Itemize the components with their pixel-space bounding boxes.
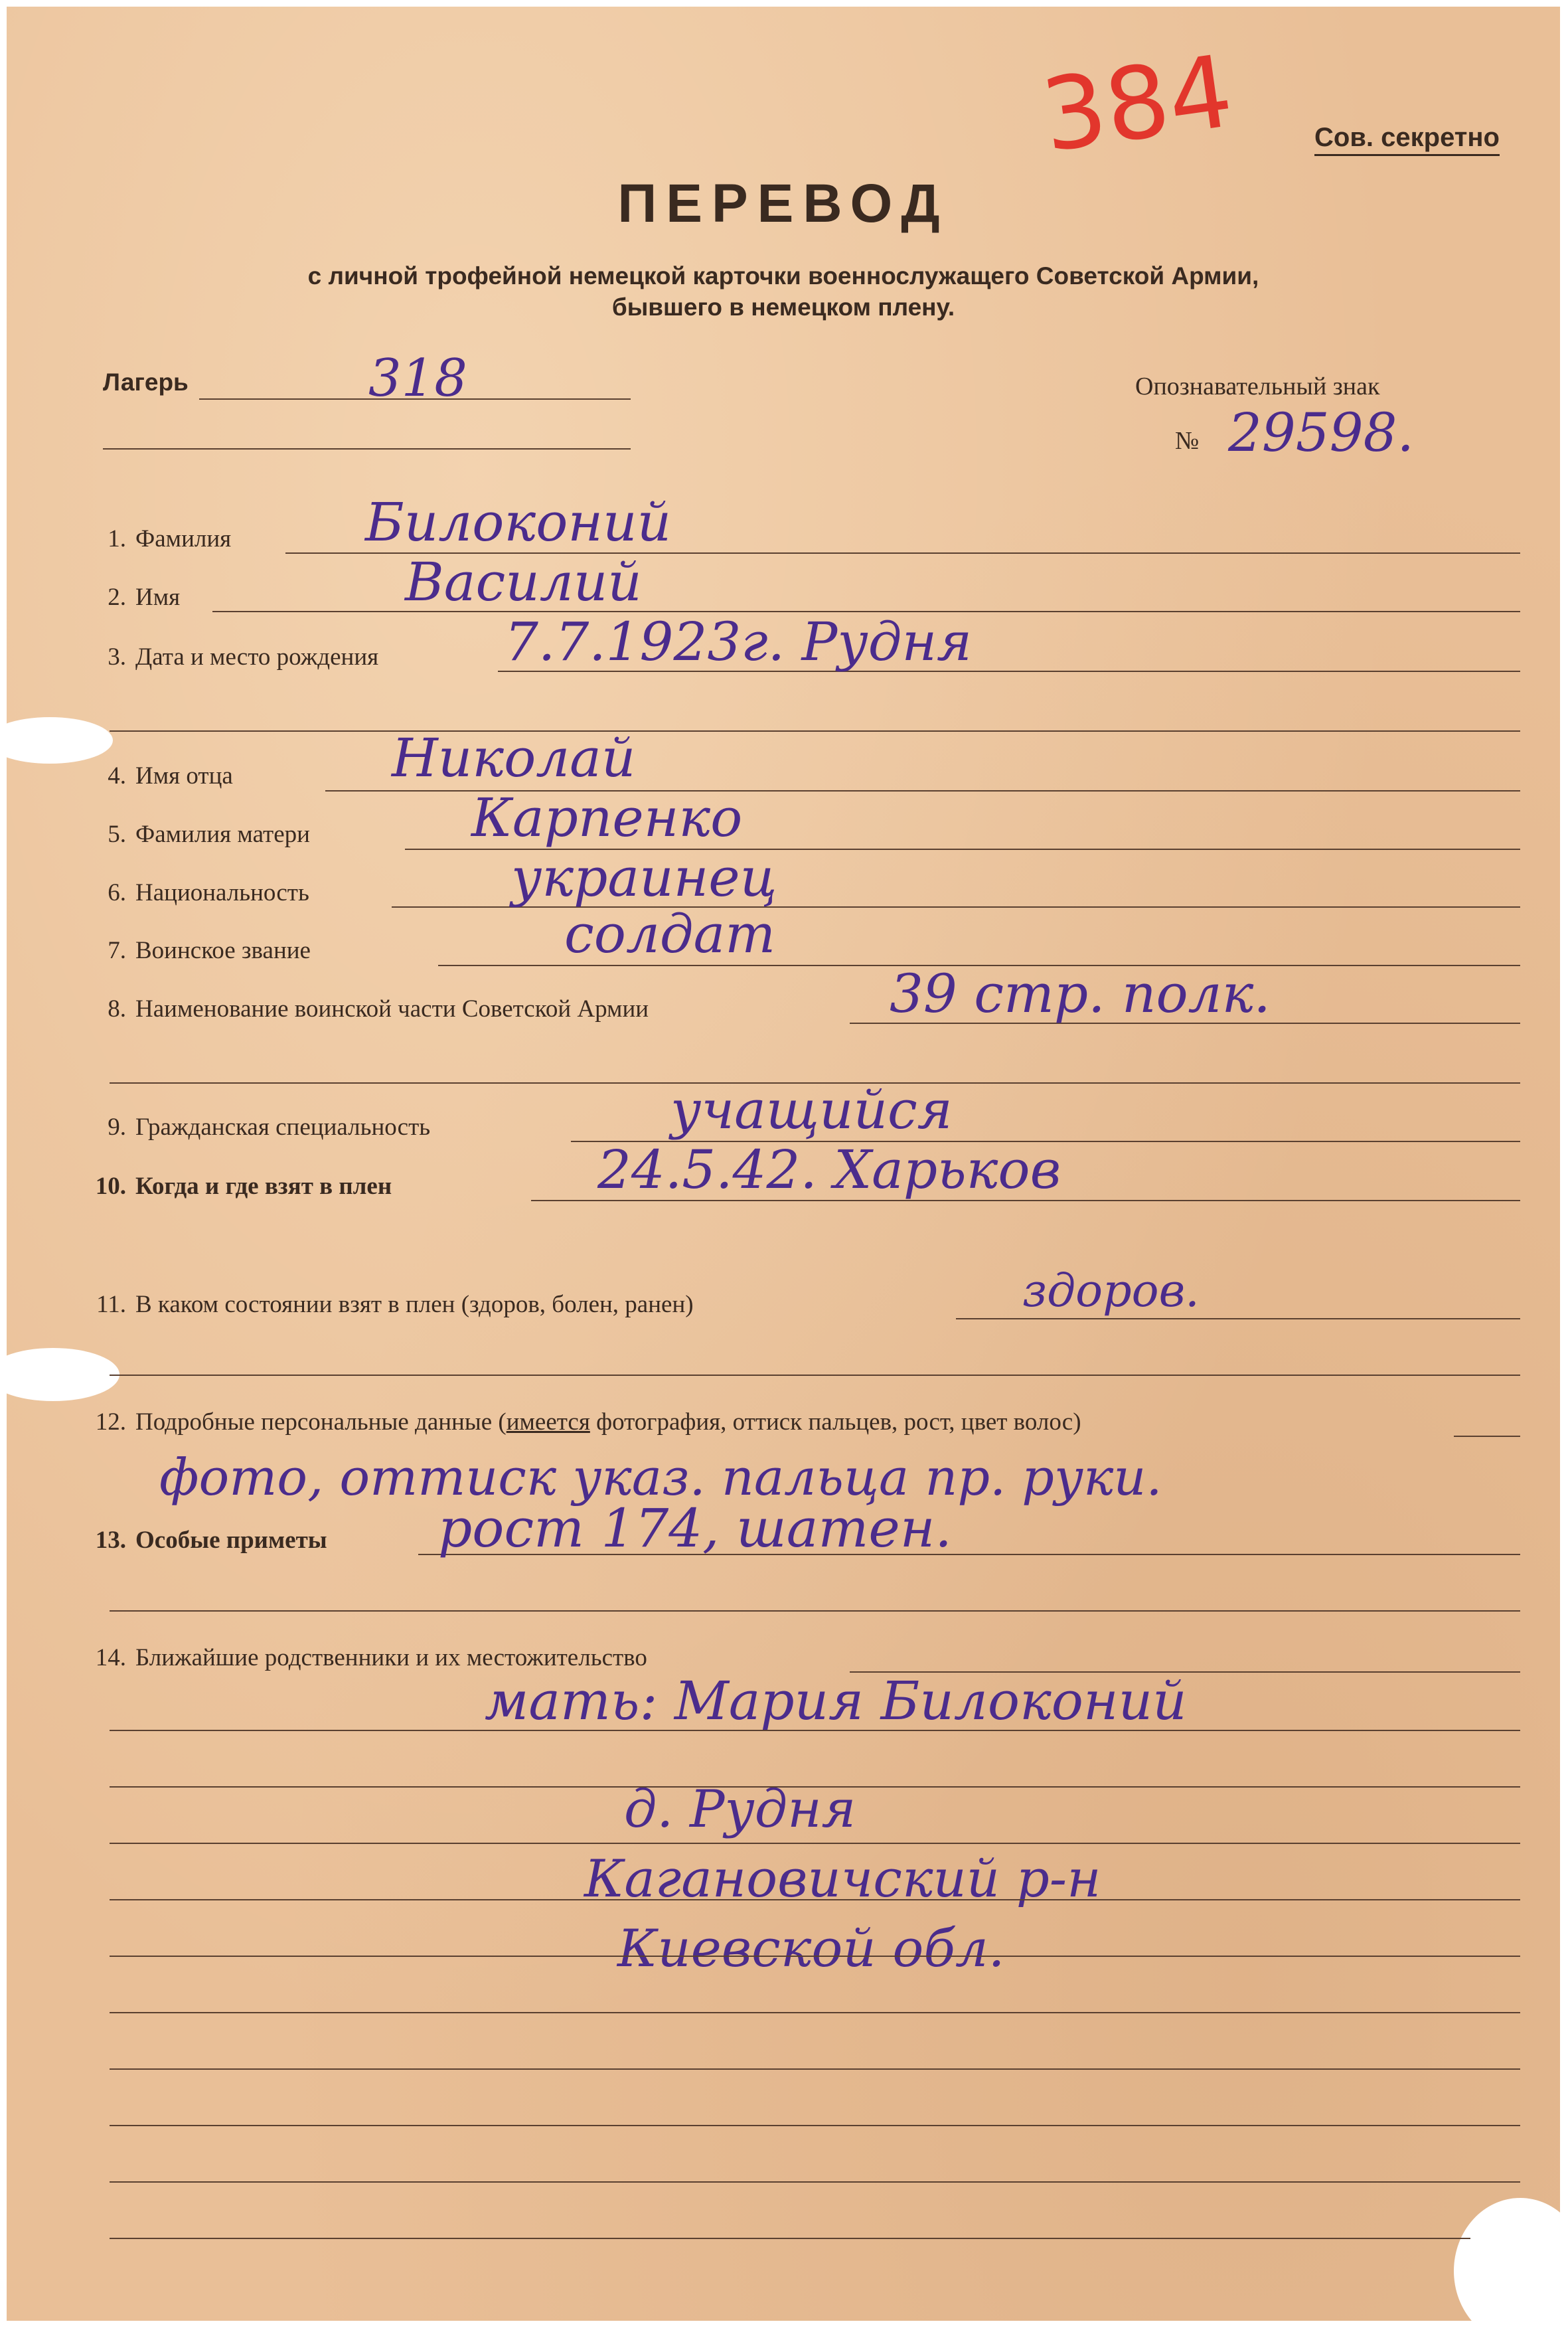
field-label-capture: 10. Когда и где взят в плен bbox=[86, 1172, 392, 1201]
field-number: 3. bbox=[108, 643, 126, 671]
document-subtitle-line1: с личной трофейной немецкой карточки военнослужащего Советской Армии, bbox=[307, 262, 1259, 290]
document-title: ПЕРЕВОД bbox=[617, 173, 949, 234]
blank-line bbox=[110, 1786, 1520, 1788]
field-label-military-unit: 8. Наименование воинской части Советской Армии bbox=[86, 995, 649, 1023]
torn-edge-notch bbox=[0, 717, 113, 764]
blank-line bbox=[110, 2125, 1520, 2126]
blank-line bbox=[110, 2238, 1470, 2239]
field-label-birth: 3. Дата и место рождения bbox=[86, 643, 378, 671]
blank-line bbox=[110, 1899, 1520, 1900]
field-line-extra bbox=[110, 730, 1520, 732]
field-value-condition: здоров. bbox=[1022, 1265, 1200, 1317]
camp-line-2 bbox=[103, 448, 631, 450]
blank-line bbox=[110, 2181, 1520, 2183]
field-number: 5. bbox=[108, 821, 126, 848]
field-value-first-name: Василий bbox=[405, 551, 642, 613]
blank-line bbox=[110, 2012, 1520, 2013]
field-number: 6. bbox=[108, 879, 126, 906]
field-number: 13. bbox=[95, 1527, 126, 1554]
id-tag-value: 29598. bbox=[1228, 402, 1414, 463]
camp-value: 318 bbox=[368, 349, 467, 408]
id-tag-number-sign: № bbox=[1175, 427, 1200, 455]
torn-edge-notch bbox=[0, 1348, 119, 1401]
blank-line bbox=[110, 1730, 1520, 1731]
field-number: 10. bbox=[95, 1173, 126, 1200]
field-line bbox=[1454, 1436, 1520, 1437]
field-line-extra bbox=[110, 1610, 1520, 1612]
field-value-capture: 24.5.42. Харьков bbox=[597, 1139, 1061, 1201]
field-label-civil-profession: 9. Гражданская специальность bbox=[86, 1113, 430, 1141]
address-line1: д. Рудня bbox=[624, 1780, 856, 1839]
field-label-condition: 11. В каком состоянии взят в плен (здоров, болен, ранен) bbox=[86, 1290, 694, 1319]
field-value-civil-profession: учащийся bbox=[670, 1079, 953, 1141]
field-label-nationality: 6. Национальность bbox=[86, 879, 309, 907]
field-number: 9. bbox=[108, 1114, 126, 1141]
field-value-nationality: украинец bbox=[511, 847, 777, 908]
field-value-military-unit: 39 стр. полк. bbox=[890, 963, 1271, 1025]
field-label-first-name: 2. Имя bbox=[86, 583, 180, 612]
blank-line bbox=[110, 1843, 1520, 1844]
field-number: 4. bbox=[108, 762, 126, 790]
blank-line bbox=[110, 1956, 1520, 1957]
address-line2: Кагановичский р-н bbox=[584, 1849, 1101, 1909]
field-value-birth: 7.7.1923г. Рудня bbox=[505, 611, 973, 673]
field-value-relatives: мать: Мария Билоконий bbox=[485, 1670, 1187, 1732]
field-label-relatives: 14. Ближайшие родственники и их местожительство bbox=[86, 1643, 647, 1672]
field-number: 14. bbox=[95, 1644, 126, 1671]
field-label-mother-surname: 5. Фамилия матери bbox=[86, 820, 310, 849]
field-value-mother-surname: Карпенко bbox=[471, 787, 743, 849]
field-value-rank: солдат bbox=[564, 903, 776, 965]
field-line bbox=[956, 1318, 1520, 1319]
id-tag-label: Опознавательный знак bbox=[1135, 373, 1380, 400]
field-value-special-marks: рост 174, шатен. bbox=[438, 1497, 952, 1559]
camp-label: Лагерь bbox=[103, 369, 189, 396]
field-value-surname: Билоконий bbox=[365, 491, 672, 553]
red-handwritten-number: 384 bbox=[1035, 33, 1240, 175]
field-number: 12. bbox=[95, 1408, 126, 1436]
field-label-surname: 1. Фамилия bbox=[86, 525, 231, 553]
field-number: 1. bbox=[108, 525, 126, 552]
document-subtitle-line2: бывшего в немецком плену. bbox=[611, 293, 955, 321]
document-sheet bbox=[7, 7, 1560, 2321]
field-number: 7. bbox=[108, 937, 126, 964]
classification-label: Сов. секретно bbox=[1314, 123, 1500, 156]
field-label-rank: 7. Воинское звание bbox=[86, 936, 311, 965]
field-value-father-name: Николай bbox=[392, 727, 636, 789]
field-value-personal-data: фото, оттиск указ. пальца пр. руки. bbox=[159, 1448, 1162, 1507]
torn-edge-notch bbox=[1454, 2198, 1568, 2344]
field-label-special-marks: 13. Особые приметы bbox=[86, 1526, 327, 1554]
field-label-father-name: 4. Имя отца bbox=[86, 762, 233, 790]
field-number: 11. bbox=[96, 1291, 126, 1318]
field-line-extra bbox=[110, 1375, 1520, 1376]
address-line3: Киевской обл. bbox=[617, 1919, 1005, 1979]
field-label-personal-data: 12. Подробные персональные данные (имеется фотография, оттиск пальцев, рост, цвет волос) bbox=[86, 1408, 1081, 1436]
field-number: 2. bbox=[108, 584, 126, 611]
field-number: 8. bbox=[108, 995, 126, 1023]
blank-line bbox=[110, 2068, 1520, 2070]
